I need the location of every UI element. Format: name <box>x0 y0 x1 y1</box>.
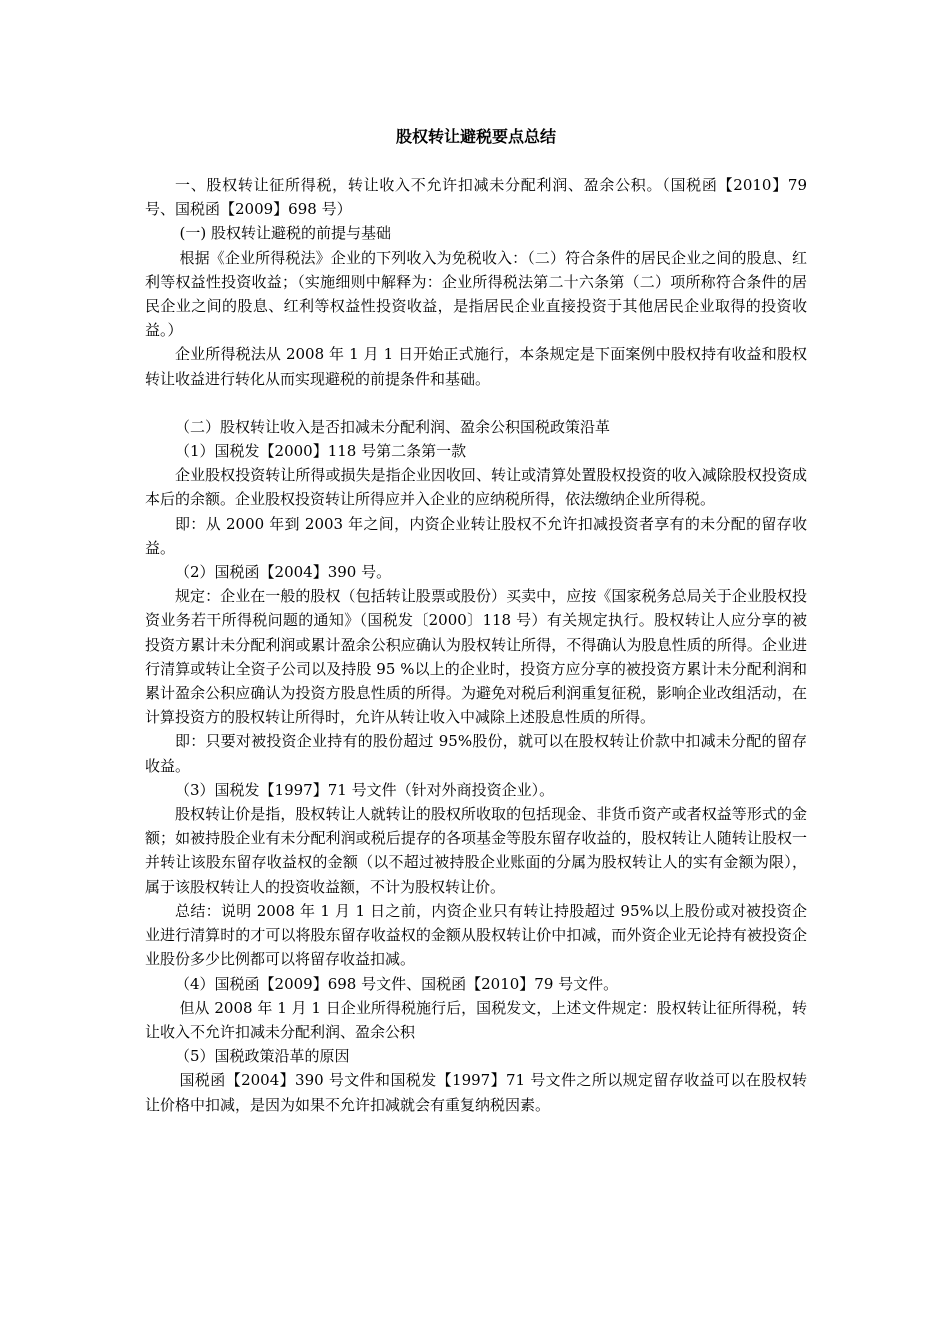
document-page <box>145 125 807 1117</box>
item-2-heading: （2）国税函【2004】390 号。 <box>175 563 392 582</box>
paragraph-effective-date: 企业所得税法从 2008 年 1 月 1 日开始正式施行，本条规定是下面案例中股权持有收益和股权转让收益进行转化从而实现避税的前提条件和基础。 <box>145 345 807 388</box>
document-title: 股权转让避税要点总结 <box>395 127 556 146</box>
paragraph-tax-law: 根据《企业所得税法》企业的下列收入为免税收入：（二）符合条件的居民企业之间的股息、红利等权益性投资收益；（实施细则中解释为：企业所得税法第二十六条第（二）项所称符合条件的居民企业之间的股息、红利等权益性投资收益，是指居民企业直接投资于其他居民企业取得的投资收益。） <box>145 248 807 340</box>
paragraph-item-3: 股权转让价是指，股权转让人就转让的股权所收取的包括现金、非货币资产或者权益等形式的金额；如被持股企业有未分配利润或税后提存的各项基金等股东留存收益的，股权转让人随转让股权一并转让该股东留存收益权的金额（以不超过被持股企业账面的分属为股权转让人的实有金额为限），属于该股权转让人的投资收益额，不计为股权转让价。 <box>145 805 807 896</box>
paragraph-conclusion: 总结：说明 2008 年 1 月 1 日之前，内资企业只有转让持股超过 95%以上股份或对被投资企业进行清算时的才可以将股东留存收益权的金额从股权转让价中扣减，而外资企业无论持有被投资企业股份多少比例都可以将留存收益扣减。 <box>145 901 807 969</box>
item-5-heading: （5）国税政策沿革的原因 <box>175 1047 350 1066</box>
paragraph-item-5: 国税函【2004】390 号文件和国税发【1997】71 号文件之所以规定留存收益可以在股权转让价格中扣减，是因为如果不允许扣减就会有重复纳税因素。 <box>145 1071 807 1114</box>
subsection-one-heading: (一) 股权转让避税的前提与基础 <box>179 224 391 243</box>
paragraph-item-2: 规定：企业在一般的股权（包括转让股票或股份）买卖中，应按《国家税务总局关于企业股权投资业务若干所得税问题的通知》（国税发〔2000〕118 号）有关规定执行。股权转让人应分享的被投资方累计未分配利润或累计盈余公积应确认为股权转让所得，不得确认为股息性质的所得。企业进行清算或转让全资子公司以及持股 95 %以上的企业时，投资方应分享的被投资方累计未分配利润和累计盈余公积应确认为投资方股息性质的所得。为避免对税后利润重复征税，影响企业改组活动，在计算投资方的股权转让所得时，允许从转让收入中减除上述股息性质的所得。 <box>145 587 807 727</box>
item-1-heading: （1）国税发【2000】118 号第二条第一款 <box>175 442 467 461</box>
subsection-two-heading: （二）股权转让收入是否扣减未分配利润、盈余公积国税政策沿革 <box>175 417 611 436</box>
item-4-heading: （4）国税函【2009】698 号文件、国税函【2010】79 号文件。 <box>175 974 619 993</box>
blank-line <box>145 391 807 415</box>
item-3-heading: （3）国税发【1997】71 号文件（针对外商投资企业）。 <box>175 780 555 799</box>
paragraph-item-1: 企业股权投资转让所得或损失是指企业因收回、转让或清算处置股权投资的收入减除股权投资成本后的余额。企业股权投资转让所得应并入企业的应纳税所得，依法缴纳企业所得税。 <box>145 466 807 509</box>
section-one-heading: 一、股权转让征所得税，转让收入不允许扣减未分配利润、盈余公积。（国税函【2010】79 号、国税函【2009】698 号） <box>145 176 807 219</box>
paragraph-item-4: 但从 2008 年 1 月 1 日企业所得税施行后，国税发文，上述文件规定：股权转让征所得税，转让收入不允许扣减未分配利润、盈余公积 <box>145 998 807 1041</box>
paragraph-item-2-summary: 即：只要对被投资企业持有的股份超过 95%股份，就可以在股权转让价款中扣减未分配的留存收益。 <box>145 732 807 775</box>
paragraph-item-1-summary: 即：从 2000 年到 2003 年之间，内资企业转让股权不允许扣减投资者享有的未分配的留存收益。 <box>145 514 807 557</box>
